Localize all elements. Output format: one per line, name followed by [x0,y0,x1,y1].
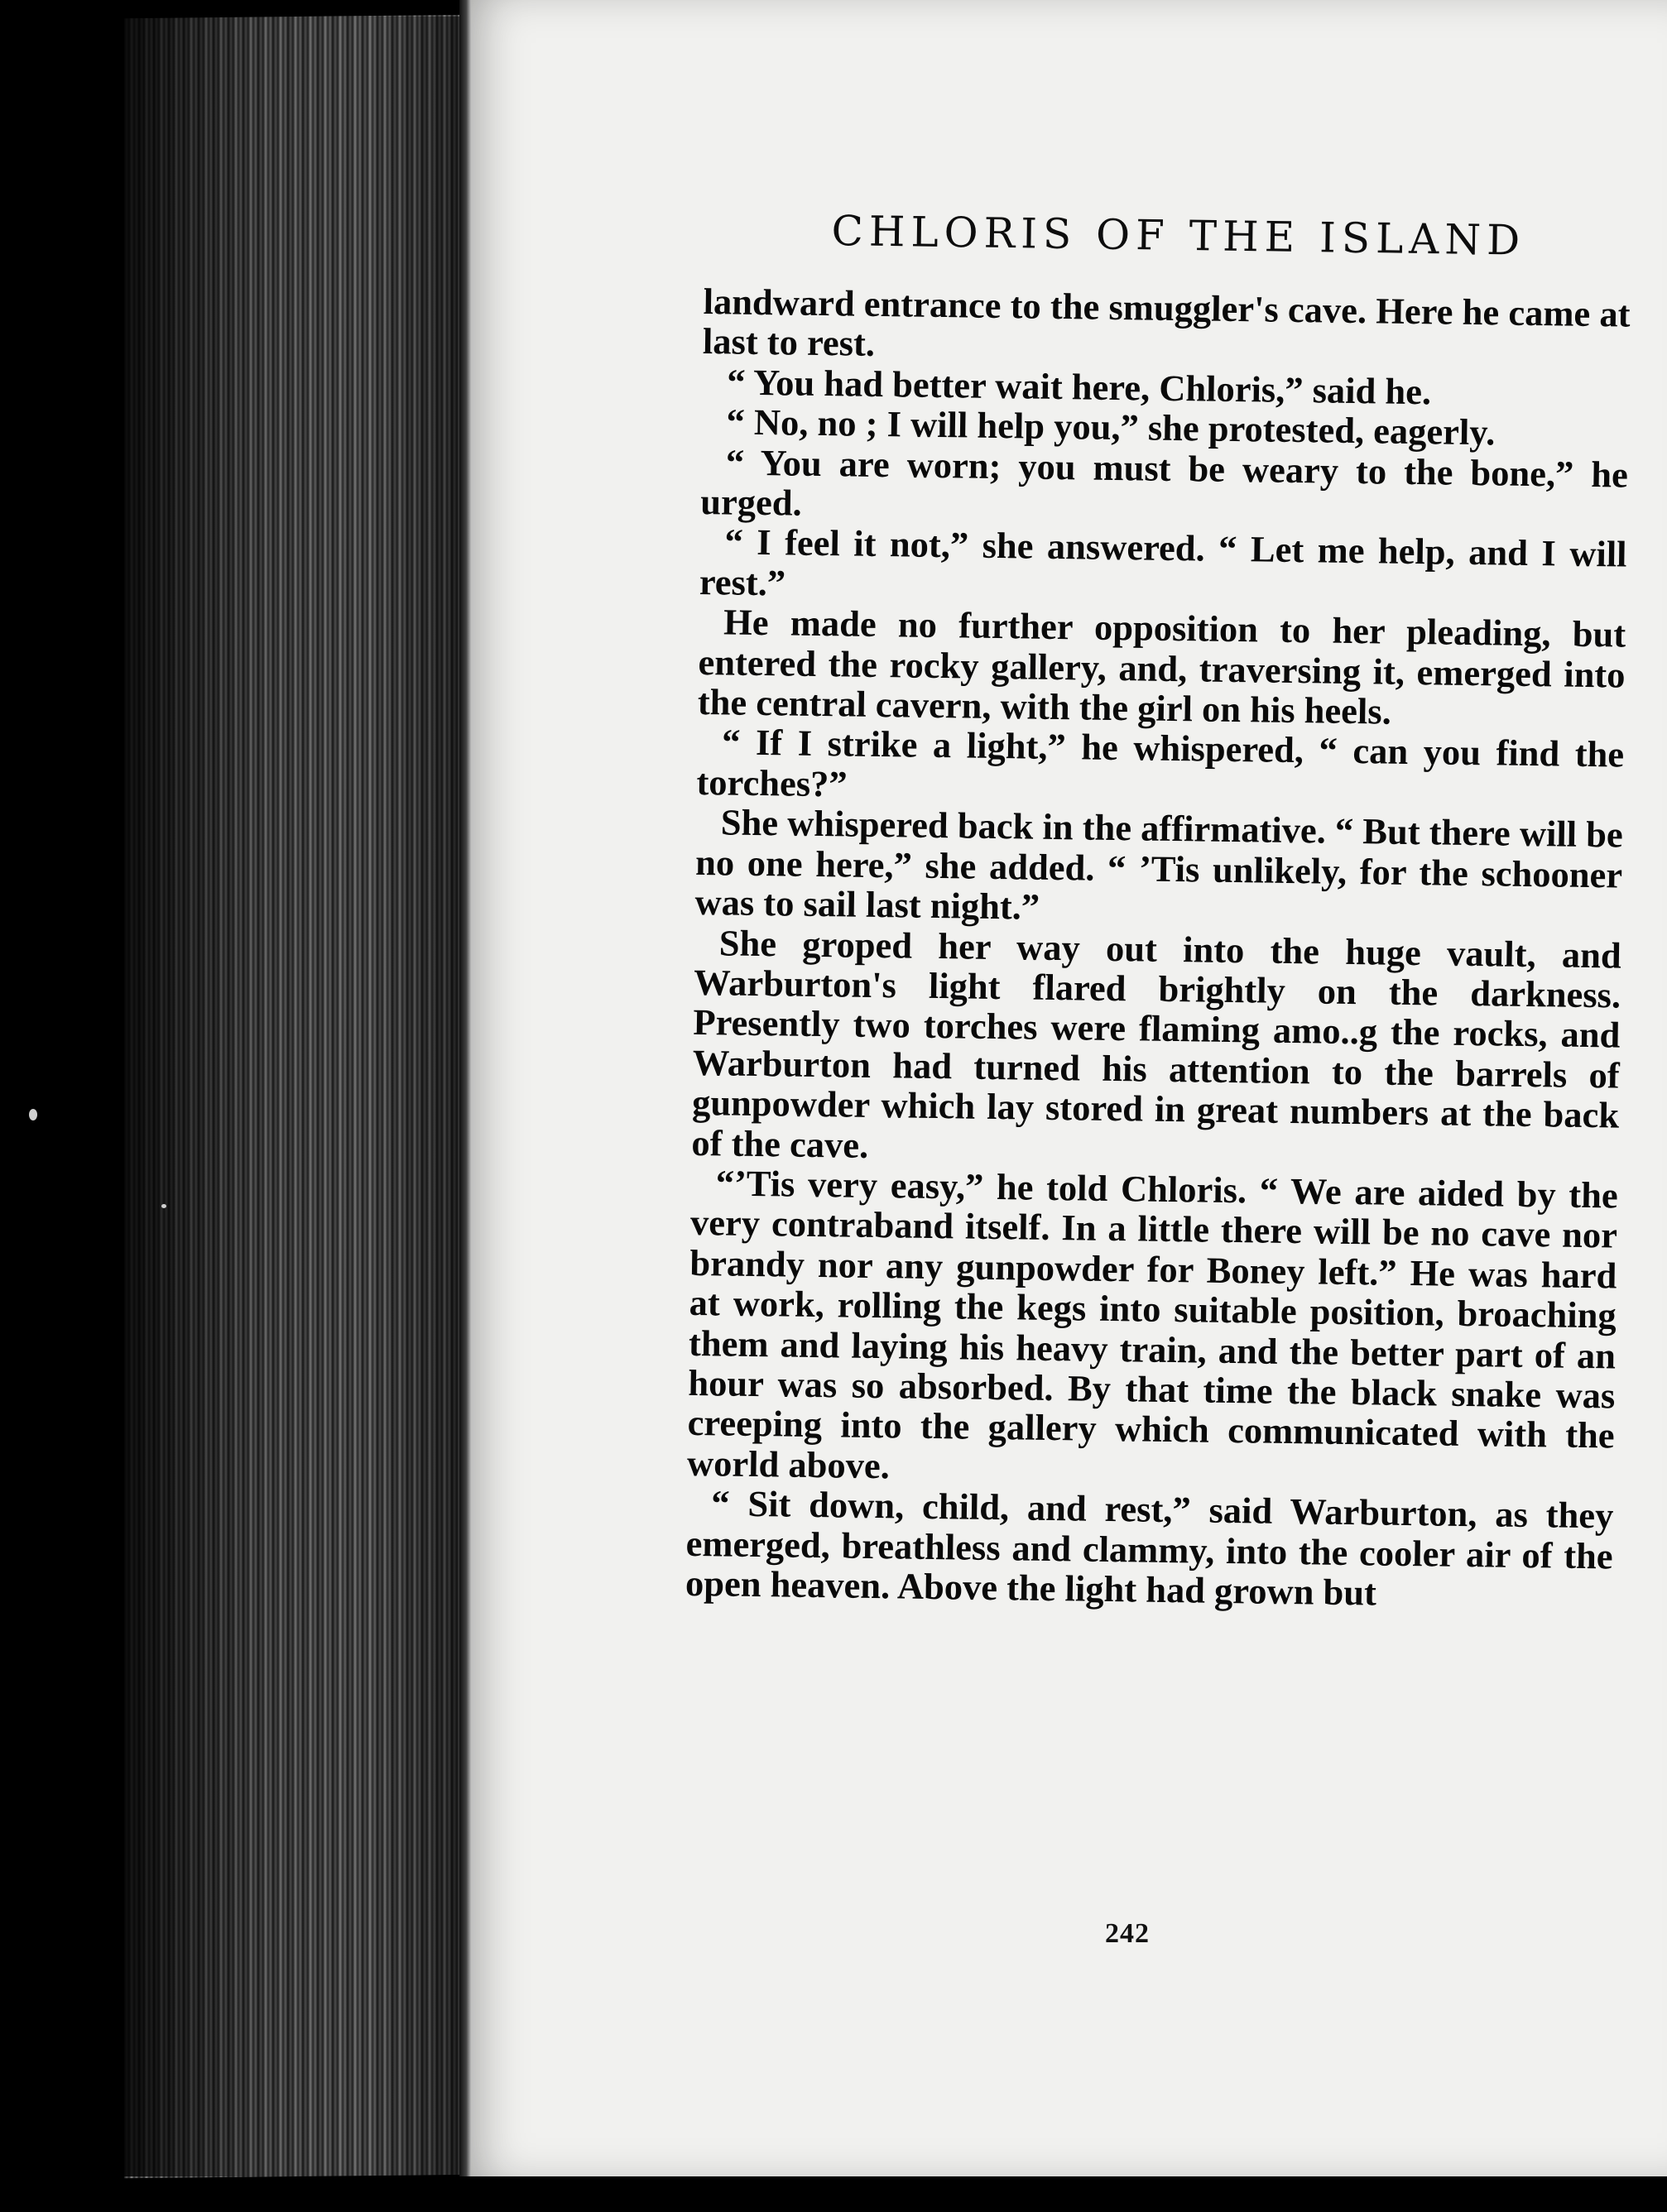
running-head: CHLORIS OF THE ISLAND [831,207,1526,265]
paragraph: She whispered back in the affirmative. “ But there will be no one here,” she added. “ ’Tis unlikely, for the schooner was to sail last night.” [694,801,1624,928]
gutter [459,0,471,2176]
paragraph: He made no further opposition to her pleading, but entered the rocky gallery, and, traversing it, emerged into the central cavern, with the girl on his heels. [697,601,1626,732]
page-edges-shadow [124,17,472,2176]
paragraph: “ Sit down, child, and rest,” said Warburton, as they emerged, breathless and clammy, into the cooler air of the open heaven. Above the light had grown but [685,1482,1614,1614]
dust-speck [29,1109,37,1120]
paragraph: “ You are worn; you must be weary to the bone,” he urged. [699,441,1629,524]
body-text [685,281,1631,1616]
paragraph: “ You had better wait here, Chloris,” said he. [726,361,1432,413]
paragraph: landward entrance to the smuggler's cave. Here he came at last to rest. [702,281,1631,365]
paragraph: “’Tis very easy,” he told Chloris. “ We are aided by the very contraband itself. In a little there will be no cave nor brandy nor any gunpowder for Boney left.” He was hard at work, rolling the kegs into suitable position, broaching them and laying his heavy train, and the better part of an hour was so absorbed. By that time the black snake was creeping into the gallery which communicated with the world above. [686,1162,1619,1487]
paragraph: “ If I strike a light,” he whispered, “ can you find the torches?” [696,721,1625,805]
dust-speck [161,1204,166,1208]
book-page [459,0,1667,2176]
paragraph: She groped her way out into the huge vault, and Warburton's light flared brightly on the darkness. Presently two torches were flaming amo..g the rocks, and Warburton had turned his attention to the barrels of gunpowder which lay stored in great numbers at the back of the cave. [691,921,1622,1166]
page-number: 242 [1105,1918,1150,1949]
paragraph: “ No, no ; I will help you,” she protested, eagerly. [726,401,1496,453]
paragraph: “ I feel it not,” she answered. “ Let me help, and I will rest.” [699,521,1627,604]
